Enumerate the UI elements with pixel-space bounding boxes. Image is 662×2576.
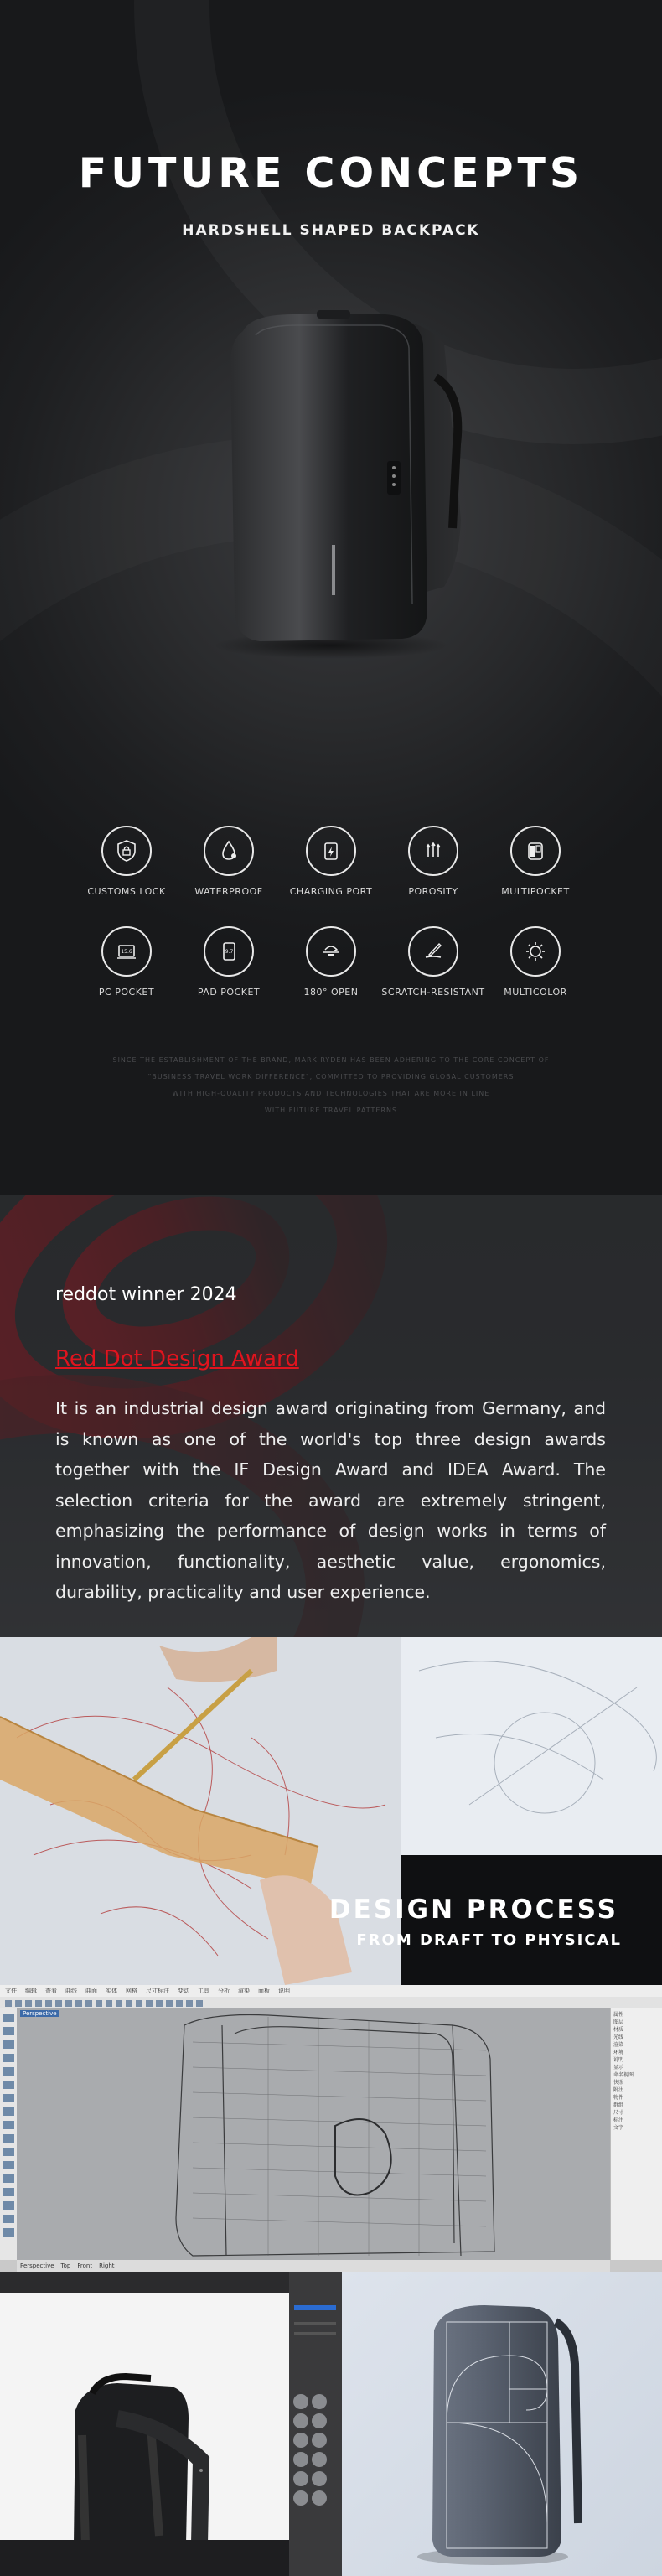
panel-item[interactable]: 附注 bbox=[613, 2087, 624, 2093]
design-process-subtitle: FROM DRAFT TO PHYSICAL bbox=[356, 1931, 622, 1949]
render-timeline[interactable] bbox=[0, 2540, 289, 2576]
feature-waterproof bbox=[178, 826, 280, 926]
feature-label: 180° OPEN bbox=[303, 987, 359, 998]
wireframe-backpack bbox=[17, 2008, 610, 2260]
charging-port-icon bbox=[318, 838, 344, 863]
render-section bbox=[0, 2272, 662, 2576]
brand-statement-line: SINCE THE ESTABLISHMENT OF THE BRAND, MARK RYDEN HAS BEEN ADHERING TO THE CORE CONCEPT OF bbox=[112, 1056, 550, 1064]
cad-menu-item[interactable]: 文件 bbox=[5, 1988, 17, 1994]
feature-grid bbox=[75, 826, 587, 1027]
view-tab[interactable]: Front bbox=[77, 2262, 93, 2269]
cad-right-panel bbox=[610, 2008, 662, 2260]
design-process-section bbox=[0, 1637, 662, 1985]
panel-item[interactable]: 光线 bbox=[613, 2034, 624, 2040]
tablet-pocket-icon bbox=[216, 939, 241, 964]
feature-label: MULTIPOCKET bbox=[501, 886, 570, 897]
brand-statement bbox=[101, 1052, 561, 1119]
feature-label: SCRATCH-RESISTANT bbox=[381, 987, 485, 998]
scratch-resistant-icon bbox=[421, 939, 446, 964]
viewport-label[interactable]: Perspective bbox=[20, 2010, 59, 2017]
reddot-section bbox=[0, 1195, 662, 1637]
svg-text:15.6: 15.6 bbox=[121, 949, 132, 955]
reddot-winner-label: reddot winner 2024 bbox=[55, 1284, 237, 1305]
cad-menu-item[interactable]: 分析 bbox=[218, 1988, 230, 1994]
cad-menu-item[interactable]: 渲染 bbox=[238, 1988, 250, 1994]
reddot-description: It is an industrial design award originating from Germany, and is known as one of the world's top three design awards together with the IF Design Award and IDEA Award. The selection criteria for the award are extremely stringent, emphasizing the performance of design works in terms of innovation, functionality, aesthetic value, ergonomics, durability, practicality and user experience. bbox=[55, 1398, 606, 1602]
feature-pad-pocket bbox=[178, 926, 280, 1027]
cad-menu-item[interactable]: 曲面 bbox=[85, 1988, 97, 1994]
panel-item[interactable]: 渲染 bbox=[613, 2042, 624, 2048]
feature-pc-pocket bbox=[75, 926, 178, 1027]
cad-left-toolbox bbox=[0, 2008, 17, 2260]
panel-item[interactable]: 环境 bbox=[613, 2050, 624, 2055]
multipocket-icon bbox=[523, 838, 548, 863]
feature-label: WATERPROOF bbox=[194, 886, 263, 897]
open-180-icon bbox=[318, 939, 344, 964]
cad-viewport[interactable] bbox=[17, 2008, 610, 2260]
lock-shield-icon bbox=[114, 838, 139, 863]
cad-toolbar bbox=[0, 1997, 662, 2008]
brand-statement-line: WITH HIGH-QUALITY PRODUCTS AND TECHNOLOGIES THAT ARE MORE IN LINE bbox=[172, 1090, 490, 1097]
cad-menu-bar bbox=[0, 1985, 662, 1997]
view-tab[interactable]: Top bbox=[60, 2262, 71, 2269]
view-tab[interactable]: Perspective bbox=[20, 2262, 54, 2269]
panel-item[interactable]: 文字 bbox=[613, 2125, 624, 2131]
view-tab[interactable]: Right bbox=[99, 2262, 115, 2269]
design-process-title: DESIGN PROCESS bbox=[328, 1894, 618, 1925]
render-viewport[interactable] bbox=[0, 2293, 289, 2540]
backpack-image bbox=[193, 310, 478, 662]
feature-label: CUSTOMS LOCK bbox=[87, 886, 166, 897]
feature-label: PC POCKET bbox=[98, 987, 155, 998]
render-side-panel bbox=[289, 2272, 342, 2576]
svg-text:9.7: 9.7 bbox=[225, 949, 234, 955]
hero-subtitle: HARDSHELL SHAPED BACKPACK bbox=[182, 222, 480, 239]
panel-item[interactable]: 命名视图 bbox=[613, 2072, 634, 2078]
backpack-golden-ratio-render bbox=[342, 2272, 662, 2576]
porosity-icon bbox=[421, 838, 446, 863]
panel-item[interactable]: 物件 bbox=[613, 2095, 624, 2101]
cad-view-tabs bbox=[17, 2260, 610, 2272]
cad-menu-item[interactable]: 实体 bbox=[106, 1988, 117, 1994]
cad-menu-item[interactable]: 网格 bbox=[126, 1988, 137, 1994]
feature-label: PAD POCKET bbox=[197, 987, 261, 998]
laptop-pocket-icon bbox=[114, 939, 139, 964]
panel-item[interactable]: 群组 bbox=[613, 2102, 624, 2108]
panel-item[interactable]: 说明 bbox=[613, 2057, 624, 2063]
water-drop-icon bbox=[216, 838, 241, 863]
cad-menu-item[interactable]: 编辑 bbox=[25, 1988, 37, 1994]
feature-customs-lock bbox=[75, 826, 178, 926]
panel-item[interactable]: 显示 bbox=[613, 2065, 624, 2071]
panel-item[interactable]: 快照 bbox=[613, 2080, 624, 2086]
feature-scratch-resistant bbox=[382, 926, 484, 1027]
hero-section bbox=[0, 0, 662, 1195]
multicolor-icon bbox=[523, 939, 548, 964]
panel-item[interactable]: 图层 bbox=[613, 2019, 624, 2025]
feature-label: MULTICOLOR bbox=[504, 987, 567, 998]
render-software-screenshot bbox=[0, 2272, 342, 2576]
backpack-render-back-view bbox=[0, 2293, 289, 2540]
panel-item[interactable]: 标注 bbox=[613, 2117, 624, 2123]
feature-label: POROSITY bbox=[408, 886, 458, 897]
panel-item[interactable]: 属性 bbox=[613, 2012, 624, 2018]
feature-charging-port bbox=[280, 826, 382, 926]
panel-item[interactable]: 材质 bbox=[613, 2027, 624, 2033]
cad-menu-item[interactable]: 面板 bbox=[258, 1988, 270, 1994]
feature-multipocket bbox=[484, 826, 587, 926]
feature-label: CHARGING PORT bbox=[289, 886, 373, 897]
cad-menu-item[interactable]: 工具 bbox=[198, 1988, 209, 1994]
red-dot-award-link[interactable]: Red Dot Design Award bbox=[55, 1346, 299, 1371]
feature-180-open bbox=[280, 926, 382, 1027]
cad-software-screenshot bbox=[0, 1985, 662, 2272]
cad-menu-item[interactable]: 变动 bbox=[178, 1988, 189, 1994]
brand-statement-line: "BUSINESS TRAVEL WORK DIFFERENCE", COMMITTED TO PROVIDING GLOBAL CUSTOMERS bbox=[147, 1073, 515, 1081]
cad-menu-item[interactable]: 查看 bbox=[45, 1988, 57, 1994]
brand-statement-line: WITH FUTURE TRAVEL PATTERNS bbox=[264, 1107, 398, 1114]
cad-menu-item[interactable]: 尺寸标注 bbox=[146, 1988, 169, 1994]
feature-multicolor bbox=[484, 926, 587, 1027]
cad-menu-item[interactable]: 说明 bbox=[278, 1988, 290, 1994]
panel-item[interactable]: 尺寸 bbox=[613, 2110, 624, 2116]
feature-porosity bbox=[382, 826, 484, 926]
hero-title: FUTURE CONCEPTS bbox=[78, 149, 584, 197]
cad-menu-item[interactable]: 曲线 bbox=[65, 1988, 77, 1994]
